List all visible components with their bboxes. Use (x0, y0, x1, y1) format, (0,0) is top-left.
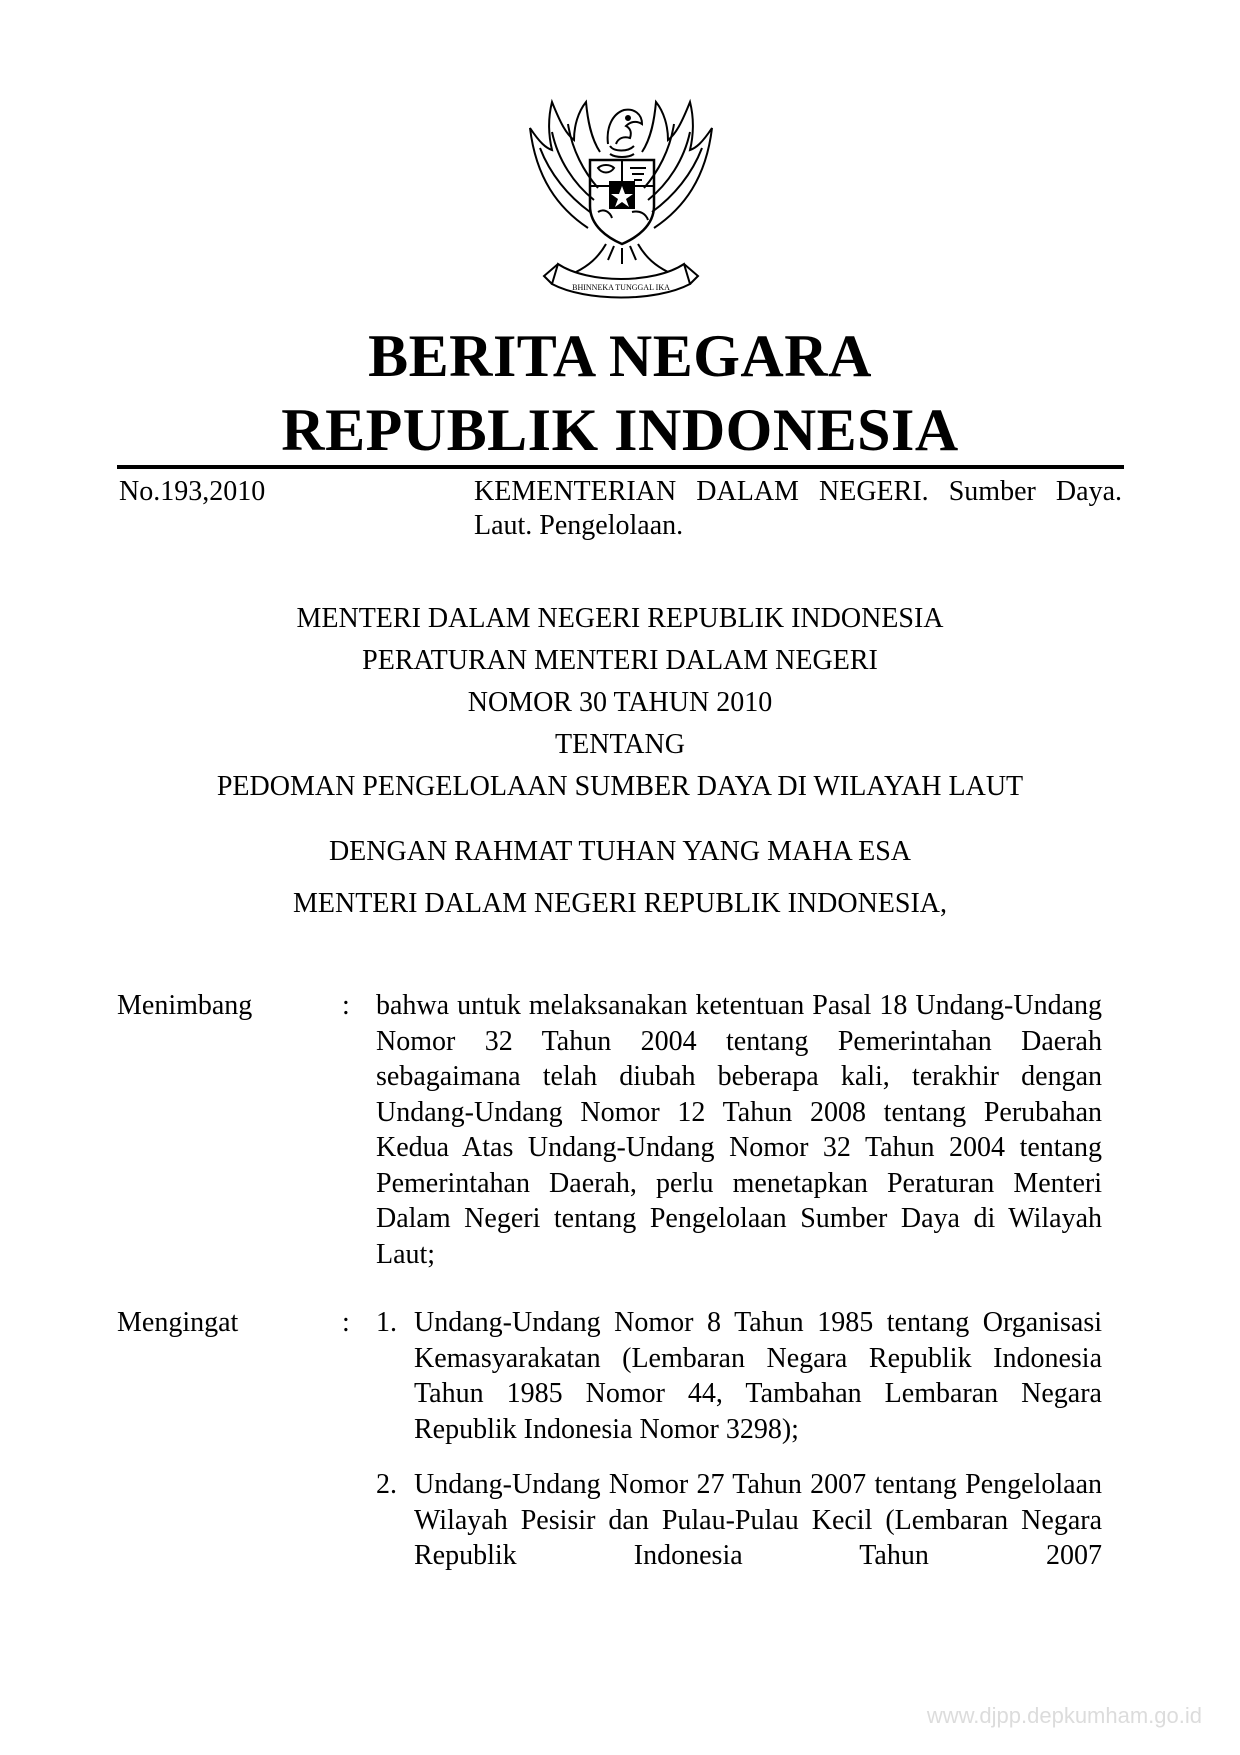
mengingat-item-number: 1. (376, 1307, 397, 1338)
garuda-emblem-icon (518, 88, 724, 302)
opening-line: MENTERI DALAM NEGERI REPUBLIK INDONESIA, (292, 888, 948, 919)
menimbang-colon: : (342, 990, 350, 1021)
heading-line: TENTANG (555, 729, 685, 760)
opening-line: DENGAN RAHMAT TUHAN YANG MAHA ESA (328, 836, 912, 867)
issue-number: No.193,2010 (119, 476, 266, 507)
heading-line: PEDOMAN PENGELOLAAN SUMBER DAYA DI WILAYAH LAUT (216, 771, 1024, 802)
mengingat-item-text: Undang-Undang Nomor 27 Tahun 2007 tentang Pengelolaan Wilayah Pesisir dan Pulau-Pulau Kecil (Lembaran Negara Republik Indonesia Tahun 2007 (414, 1469, 1102, 1571)
mengingat-item-text: Undang-Undang Nomor 8 Tahun 1985 tentang Organisasi Kemasyarakatan (Lembaran Negara Republik Indonesia Tahun 1985 Nomor 44, Tambahan Lembaran Negara Republik Indonesia Nomor 3298); (414, 1307, 1102, 1445)
opening-formula (0, 826, 1240, 930)
masthead-subtitle: REPUBLIK INDONESIA (281, 397, 959, 463)
menimbang-text: bahwa untuk melaksanakan ketentuan Pasal 18 Undang-Undang Nomor 32 Tahun 2004 tentang Pemerintahan Daerah sebagaimana telah diubah beberapa kali, terakhir dengan Undang-Undang Nomor 12 Tahun 2008 tentang Perubahan Kedua Atas Undang-Undang Nomor 32 Tahun 2004 tentang Pemerintahan Daerah, perlu menetapkan Peraturan Menteri Dalam Negeri tentang Pengelolaan Sumber Daya di Wilayah Laut; (376, 990, 1102, 1270)
masthead-rule (117, 465, 1124, 469)
heading-line: PERATURAN MENTERI DALAM NEGERI (362, 645, 878, 676)
menimbang-label: Menimbang (117, 990, 253, 1021)
mengingat-colon: : (342, 1307, 350, 1338)
regulation-heading (0, 598, 1240, 808)
issue-subject: KEMENTERIAN DALAM NEGERI. Sumber Daya. Laut. Pengelolaan. (474, 476, 1122, 541)
mengingat-label: Mengingat (117, 1307, 239, 1338)
heading-line: NOMOR 30 TAHUN 2010 (467, 687, 773, 718)
emblem-motto: BHINNEKA TUNGGAL IKA (572, 283, 670, 292)
watermark: www.djpp.depkumham.go.id (926, 1703, 1202, 1728)
mengingat-item-number: 2. (376, 1469, 397, 1500)
masthead-title: BERITA NEGARA (368, 323, 872, 389)
heading-line: MENTERI DALAM NEGERI REPUBLIK INDONESIA (296, 603, 944, 634)
